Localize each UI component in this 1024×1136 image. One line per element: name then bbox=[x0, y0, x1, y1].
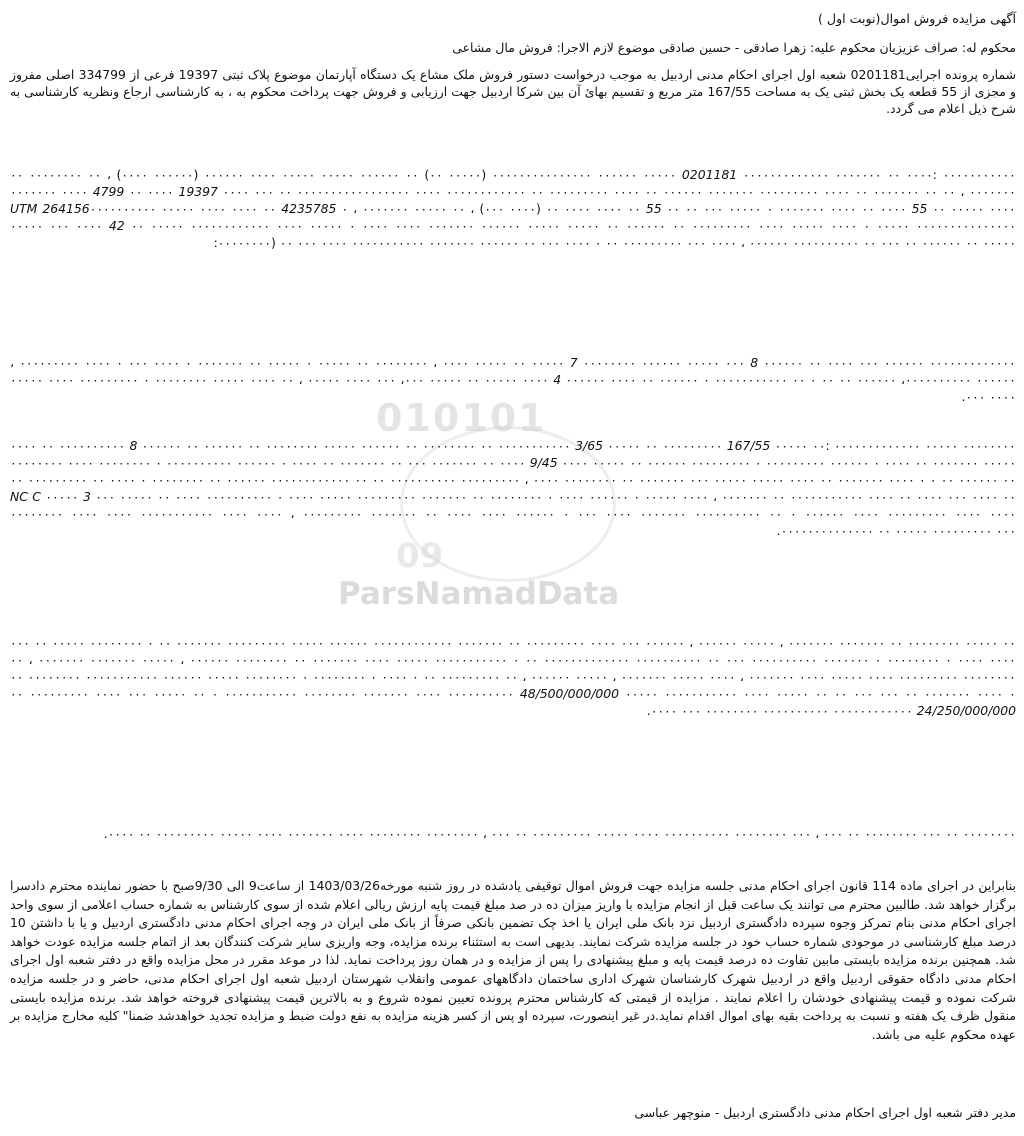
utm-north: 4235785 bbox=[281, 201, 337, 216]
building-code: NC C bbox=[10, 489, 41, 504]
zone-number: 42 bbox=[108, 218, 125, 233]
auction-conditions: بنابراین در اجرای ماده 114 قانون اجرای احکام مدنی جلسه مزایده جهت فروش اموال توقیفی یادشده در روز شنبه مورخه1403/03/26 از ساعت9 الی 9/30صبح با حضور نماینده محترم دادسرا برگزار خواهد شد. طالبین محترم می توانند یک ساعت قبل از انجام مزایده با واریز میزان ده در صد مبلغ قیمت پایه ارزش ریالی اعلام شده از سوی کارشناس به شماره حساب اعلامی از سوی واحد اجرای احکام مدنی بنام تمرکز وجوه سپرده دادگستری اردبیل نزد بانک ملی ایران یا اخذ چک تضمین بانکی صرفاً از بانک ملی ایران در وجه اجرای احکام مدنی دادگستری اردبیل و یا با داشتن 10 درصد مبلغ کارشناسی در موجودی شماره حساب خود در جلسه مزایده شرکت نمایند. بدیهی است به استثناء برنده مزایده، وجه واریزی سایر شرکت کنندگان بعد از اتمام جلسه مزایده عودت خواهد شد. همچنین برنده مزایده بایستی مابین تفاوت ده درصد قیمت پایه و مبلغ پیشنهادی را پس از مزایده و در همان روز پرداخت نماید. لذا در موعد مقرر در محل مزایده واقع در دفتر شعبه اول اجرای احکام مدنی دادگاه حقوقی اردبیل واقع در اردبیل شهرک کارشناسان شهرک اداری ساختمان دادگاههای عمومی وانقلاب شهرستان اردبیل شعبه اول اجرای احکام مدنی، حاضر و در جلسه مزایده شرکت نموده و قیمت پیشنهادی خودشان را اعلام نمایند . مزایده از قیمتی که کارشناس محترم پرونده تعیین نموده شروع و به بالاترین قیمت پیشنهادی فروخته خواهد شد. برنده مزایده بایستی منقول ظرف یک هفته و نسبت به پرداخت بقیه بهای اموال اقدام نماید.در غیر اینصورت، سپرده او پس از کسر هزینه مزایده به نفع دولت ضبط و مزایده تجدید خواهدشد ضمنا" کلیه مخارج مزایده بر عهده محکوم علیه می باشد. bbox=[10, 878, 1016, 1042]
parking-count: 4 bbox=[553, 372, 562, 387]
plate-major: 4799 bbox=[92, 184, 125, 199]
notice-title: آگهی مزایده فروش اموال(نوبت اول ) bbox=[818, 11, 1016, 26]
segment-number: 55 bbox=[911, 201, 928, 216]
price-total: 48/500/000/000 bbox=[519, 686, 620, 701]
segment-number-repeat: 55 bbox=[645, 201, 662, 216]
units-count: 7 bbox=[569, 355, 578, 370]
unit-area: 167/55 bbox=[726, 438, 771, 453]
notice-intro: شماره پرونده اجرایی0201181 شعبه اول اجرای احکام مدنی اردبیل به موجب درخواست دستور فروش ملک مشاع یک دستگاه آپارتمان موضوع پلاک ثبتی 19397 فرعی از 334799 اصلی مفروز و مجزی از 55 قطعه یک بخش ثبتی یک به مساحت 167/55 متر مربع و تقسیم بهائ آن بین شرکا اردبیل جهت ارزیابی و فروش جهت پرداخت محکوم به ، به کارشناسی ارجاع ونظریه کارشناسی به شرح ذیل اعلام می گردد. bbox=[10, 67, 1016, 116]
watermark-digits-top: 010101 bbox=[376, 396, 547, 440]
paragraph-property-description: ۰۰۰۰۰۰۰۰۰۰۰ :۰۰۰۰ ۰۰ ۰۰۰۰۰۰۰ ۰۰۰۰۰۰۰۰۰۰۰۰۰ 0201181 ۰۰۰۰۰ ۰۰۰۰۰۰ ۰۰۰۰۰۰۰۰۰۰۰۰۰۰۰ (۰۰۰۰۰ ۰۰) ۰۰ ۰۰۰۰۰۰ ۰۰۰۰۰ ۰۰۰۰۰ ۰۰۰۰ ۰۰۰۰۰۰ (۰۰۰۰۰۰ ۰۰۰۰) ، ۰۰ ۰۰۰۰۰۰۰۰ ۰۰ ۰۰۰۰۰۰۰ ، ۰۰ ۰۰ ۰۰۰۰۰۰۰ ۰۰ ۰۰۰۰ ۰۰۰۰۰۰۰۰۰ ۰۰۰۰۰۰۰ ۰۰۰۰۰۰ ۰۰ ۰۰۰۰ ۰۰۰۰۰۰۰۰۰ ۰۰ ۰۰۰۰۰۰۰۰۰۰۰۰ ۰۰۰۰ ۰۰۰۰۰۰۰۰۰۰۰۰۰۰۰۰۰ ۰۰ ۰۰۰ ۰۰۰۰ 19397 ۰۰۰۰ ۰۰ 4799 ۰۰۰۰ ۰۰۰۰۰۰۰ ۰۰۰۰ ۰۰۰۰۰ ۰۰ 55 ۰۰۰۰ ۰۰ ۰۰۰۰ ۰۰۰۰۰۰۰ ۰ ۰۰۰۰۰ ۰۰۰ ۰۰ ۰۰ 55 ۰۰ ۰۰۰۰ ۰۰۰۰ ۰۰ (۰۰۰۰ ۰۰۰) ، ۰۰ ۰۰۰۰۰ ۰۰۰۰۰۰۰ ، ۰ 4235785 ۰۰ ۰۰۰۰ UTM 264156۰۰۰۰۰۰۰۰۰۰ ۰۰۰۰۰ ۰۰۰۰ ۰۰۰۰۰ ۰۰۰ ۰۰۰۰ 42 ۰۰ ۰۰۰۰۰ ۰۰۰۰۰۰۰۰۰۰۰۰ ۰۰۰۰ ۰۰۰۰۰ ۰ ۰۰۰۰ ۰۰۰۰ ۰۰۰۰۰۰۰ ۰۰۰۰۰۰ ۰۰۰۰۰ ۰۰۰۰۰ ۰۰ ۰۰۰۰۰۰ ۰۰ ۰۰۰۰۰۰۰۰۰ ۰۰۰۰ ۰۰۰۰۰ ۰۰۰۰ ۰ ۰۰۰۰۰ ۰۰۰۰۰۰۰۰۰۰۰۰۰۰۰ ۰۰۰۰۰۰۰۰) ۰۰ ۰۰۰ ۰۰۰۰ ۰۰۰۰۰۰۰۰۰۰۰ ۰۰۰۰۰۰۰ ۰۰۰۰۰۰ ۰۰ ۰۰۰ ۰۰۰۰ ۰ ۰۰ ۰۰۰۰۰۰۰۰۰ ۰۰۰ ۰۰۰۰ ، ۰۰۰۰۰۰ ۰۰۰۰۰۰۰۰۰۰ ۰۰ ۰۰۰ ۰۰ ۰۰۰۰۰۰ ۰۰ ۰۰۰۰۰: bbox=[10, 167, 1016, 250]
share-ratio: 3/65 bbox=[575, 438, 603, 453]
paragraph-building-specs: ۰۰۰۰۰۰۰۰۰۰۰۰۰ ۰۰۰۰۰۰ ۰۰۰ ۰۰۰۰ ۰۰ ۰۰۰۰۰۰ 8 ۰۰۰ ۰۰۰۰۰ ۰۰۰۰۰۰ ۰۰۰۰۰۰۰۰ 7 ۰۰۰۰۰ ۰۰ ۰۰۰۰۰ ۰۰۰۰ ، ۰۰۰۰۰۰۰۰ ۰۰ ۰۰۰۰۰ ۰ ۰۰۰۰۰ ۰۰ ۰۰۰۰۰۰۰ ۰ ۰۰۰۰ ۰۰۰ ۰ ۰۰۰۰ ۰۰۰۰۰۰۰۰۰ ، ۰۰۰۰۰۰ ۰۰۰۰۰۰۰۰۰۰، ۰۰۰۰۰۰ ۰۰ ۰۰ ۰ ۰۰ ۰۰۰۰۰۰۰۰۰۰۰ ۰ ۰۰۰۰۰۰ ۰۰ ۰۰۰۰ ۰۰۰۰۰۰ 4 ۰۰۰۰ ۰۰۰۰۰ ۰۰ ۰۰۰۰۰ ۰۰۰، ۰۰۰ ۰۰۰۰ ۰۰۰۰۰ ، ۰۰ ۰۰۰۰ ۰۰۰۰۰ ۰۰۰۰۰۰۰۰ ۰ ۰۰۰۰۰۰۰۰۰ ۰۰۰۰ ۰۰۰۰۰ ۰۰۰۰ ۰۰۰. bbox=[10, 355, 1016, 404]
paragraph-closing: ۰۰۰۰۰۰۰۰ ۰۰ ۰۰۰ ۰۰۰۰۰۰۰۰ ۰۰ ۰۰۰ ، ۰۰۰ ۰۰۰۰۰۰۰۰ ۰۰۰۰۰۰۰۰۰۰ ۰۰۰۰ ۰۰۰۰۰ ۰۰۰۰۰۰۰۰۰ ۰۰ ۰۰۰ ، ۰۰۰۰۰۰۰۰ ۰۰۰۰۰۰۰۰ ۰۰۰۰ ۰۰۰۰۰۰۰ ۰۰۰۰ ۰۰۰۰۰ ۰۰۰۰۰۰۰۰۰ ۰۰ ۰۰۰۰. bbox=[103, 826, 1016, 841]
frontage-width: 9/45 bbox=[529, 455, 558, 470]
floors-count: 8 bbox=[750, 355, 759, 370]
case-number: 0201181 bbox=[681, 167, 738, 182]
floor-number: 8 bbox=[129, 438, 138, 453]
price-share: 24/250/000/000 bbox=[916, 703, 1016, 718]
bedroom-count: 3 bbox=[82, 489, 91, 504]
signature-line: مدیر دفتر شعبه اول اجرای احکام مدنی دادگستری اردبیل - منوچهر عباسی bbox=[634, 1105, 1016, 1120]
utm-east: UTM 264156 bbox=[10, 201, 90, 216]
notice-parties: محکوم له: صراف عزیزیان محکوم علیه: زهرا صادقی - حسین صادقی موضوع لازم الاجرا: فروش مال مشاعی bbox=[452, 40, 1016, 55]
paragraph-valuation: ۰۰ ۰۰۰۰۰ ۰۰۰۰۰۰۰۰ ۰۰ ۰۰۰۰۰۰۰ ۰۰۰۰۰۰۰ ، ۰۰۰۰۰ ۰۰۰۰۰۰ ، ۰۰۰۰۰۰ ۰۰۰ ۰۰۰۰ ۰۰۰۰۰۰۰۰۰ ۰۰ ۰۰۰۰۰۰۰ ۰۰۰۰۰۰۰۰۰۰۰۰ ۰۰۰۰۰۰ ۰۰۰۰۰ ۰۰۰۰۰۰۰۰۰ ۰۰۰۰۰۰۰ ۰۰ ۰ ۰۰۰۰۰۰۰۰ ۰۰۰۰۰ ۰۰ ۰۰۰ ۰۰۰۰ ۰۰۰۰ ۰ ۰۰۰۰۰۰۰۰ ۰ ۰۰۰۰۰۰۰ ۰۰۰۰۰۰۰۰۰۰ ۰۰۰ ۰۰ ۰۰۰۰۰۰۰۰۰۰ ۰۰۰۰۰۰۰۰۰۰۰۰۰ ۰۰ ۰ ۰۰۰۰۰۰۰۰۰۰۰ ۰۰۰۰۰ ۰۰۰۰ ۰۰۰۰۰۰۰ ۰۰ ۰۰۰۰۰۰۰۰ ۰۰۰۰۰۰ ، ۰۰۰۰۰ ۰۰۰۰۰۰۰ ۰۰۰۰۰۰۰ ، ۰۰ ۰۰۰۰۰۰۰۰ ۰۰۰۰۰۰۰۰۰ ۰۰۰۰ ۰۰۰۰۰ ۰۰۰۰ ۰۰۰۰۰۰۰ ، ۰۰۰۰ ۰۰۰۰۰ ۰۰۰۰۰۰۰ ، ۰۰۰۰۰ ۰۰۰۰۰۰ ، ۰۰ ۰۰۰۰۰۰۰۰۰ ۰۰ ۰ ۰۰۰۰ ۰ ۰۰۰۰۰۰۰۰ ۰ ۰۰۰۰۰۰۰۰ ۰۰۰۰۰ ۰۰۰۰۰۰ ۰۰۰۰۰۰۰۰۰۰۰ ۰۰۰۰۰۰۰۰ ۰۰ ۰ ۰۰۰۰ ۰۰۰۰۰۰۰ ۰۰ ۰۰۰ ۰۰۰ ۰۰ ۰۰ ۰۰۰۰۰ ۰۰۰۰ ۰۰۰۰۰۰۰۰۰۰۰ ۰۰۰۰۰ 48/500/000/000 ۰۰۰۰۰۰۰۰۰۰ ۰۰۰۰ ۰۰۰۰۰۰۰ ۰۰۰۰۰۰۰۰ ۰۰۰۰۰۰۰۰۰۰۰ ۰ ۰۰ ۰۰۰۰۰ ۰۰۰ ۰۰۰۰ ۰۰۰۰۰۰۰۰۰ ۰۰ 24/250/000/000 ۰۰۰۰۰۰۰۰۰۰۰۰ ۰۰۰۰۰۰۰۰۰۰ ۰۰۰۰۰۰۰۰ ۰۰۰ ۰۰۰۰. bbox=[10, 635, 1016, 718]
watermark-text: ParsNamadData bbox=[338, 576, 620, 612]
watermark-digits-bottom: 09 bbox=[396, 536, 444, 576]
paragraph-unit-details: ۰۰۰۰۰۰۰۰ ۰۰۰۰۰ ۰۰۰۰۰۰۰۰۰۰۰۰۰ :۰۰ ۰۰۰۰۰ 167/55 ۰۰۰۰۰۰۰۰۰ ۰۰ ۰۰۰۰۰ 3/65 ۰۰۰۰۰۰۰۰۰۰۰ ۰۰ ۰۰۰۰۰۰۰۰ ۰۰ ۰۰۰۰۰۰ ۰۰۰۰۰ ۰۰۰۰۰۰۰۰ ۰۰ ۰۰۰۰۰۰ ۰۰ ۰۰۰۰۰۰ 8 ۰۰۰۰۰۰۰۰۰۰ ۰۰ ۰۰۰۰ ۰۰۰۰۰ ۰۰۰۰۰۰۰ ۰۰ ۰۰۰۰ ۰ ۰۰۰۰۰۰ ۰۰۰۰۰۰۰۰۰ ۰ ۰۰۰۰۰۰۰۰۰ ۰۰۰۰۰۰ ۰۰ ۰۰۰۰۰ ۰۰۰۰ 9/45 ۰۰۰۰ ۰۰ ۰۰۰۰۰۰۰ ۰۰۰ ۰۰ ۰۰۰۰۰۰۰ ۰۰ ۰۰۰۰ ۰ ۰۰۰۰۰۰ ۰۰۰۰۰۰۰۰۰۰ ۰ ۰۰۰۰۰۰۰۰ ۰۰۰۰ ۰۰۰۰۰۰۰۰ ۰۰ ۰۰۰۰۰۰ ۰۰ ۰ ۰ ۰۰۰۰ ۰۰۰۰۰۰۰ ۰۰ ۰۰۰۰ ۰۰۰۰۰ ۰۰۰۰۰ ۰۰۰ ۰۰۰۰۰۰۰ ۰۰ ۰۰۰۰۰۰۰۰ ۰۰۰۰ ، ۰۰۰۰۰۰۰۰۰ ۰۰۰۰۰۰۰۰۰۰ ۰۰ ۰۰ ۰۰۰۰۰۰۰۰۰۰۰۰ ۰۰۰۰۰۰ ۰۰ ۰۰۰۰۰۰۰۰ ۰ ۰۰۰۰ ۰۰ ۰۰۰۰۰۰۰۰۰ ۰۰ ۰۰ ۰۰۰۰ ۰۰۰ ۰۰۰۰ ۰۰ ۰۰۰۰ ۰۰۰۰۰۰۰۰۰۰۰ ۰۰ ۰۰۰۰۰۰۰ ، ۰۰۰۰ ۰۰۰۰۰ ۰ ۰۰۰۰۰۰ ۰۰۰۰ ۰ ۰۰۰۰۰۰۰۰ ۰۰ ۰۰۰۰۰۰۰ ۰۰۰۰۰۰۰۰۰ NC C ۰۰۰۰۰ 3 ۰۰۰ ۰۰۰۰۰ ۰۰ ۰۰۰۰ ۰۰۰۰۰۰۰۰۰۰ ۰ ۰۰۰۰ ۰۰۰۰۰ ۰۰۰۰۰۰۰۰ ۰۰۰۰ ۰۰۰۰ ۰۰۰۰۰۰۰۰۰۰۰ ۰۰۰۰ ۰۰۰۰ ، ۰۰۰۰۰۰۰۰۰ ۰۰۰۰۰۰۰ ۰۰ ۰۰۰۰ ۰۰۰۰ ۰۰۰۰۰۰ ۰ ۰۰۰ ۰۰۰۰ ۰۰۰۰۰۰۰ ۰۰۰۰۰۰۰۰۰۰ ۰۰ ۰ ۰۰۰۰۰۰ ۰۰۰۰ ۰۰۰۰۰۰۰۰۰ ۰۰۰۰ ۰۰۰۰ ۰۰۰۰۰۰۰۰۰۰۰۰۰۰ ۰۰ ۰۰۰۰۰ ۰۰۰۰۰۰۰۰۰ ۰۰۰. bbox=[10, 438, 1017, 538]
plate-minor: 19397 bbox=[178, 184, 218, 199]
